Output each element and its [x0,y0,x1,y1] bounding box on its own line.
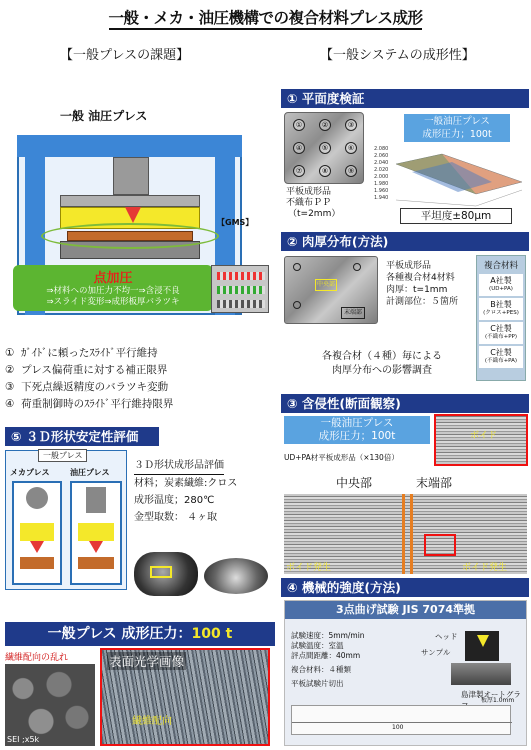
void-highlight [424,534,456,556]
left-column-heading: 【一般プレスの課題】 [60,48,190,63]
press-condition-box: 一般油圧プレス 成形圧力；100t [404,114,510,142]
press-label: 一般 油圧プレス [60,109,148,123]
point-marker: ① [293,119,305,131]
end-section-label: 末端部 [416,476,453,490]
ram-cylinder [113,157,149,195]
press-crown [17,135,242,157]
head-label: ヘッド [435,632,458,641]
specimen-strip [291,705,511,735]
flatness-result: 平坦度±80μm [400,208,512,224]
point-marker: ⑥ [345,142,357,154]
gms-controller [211,265,269,313]
3d-part-photo-2 [204,558,268,594]
s5-desc-title: ３Ｄ形状成形品評価 [134,457,224,475]
section-2-header: ② 肉厚分布(方法) [281,232,529,251]
surface-optical-image [100,648,270,746]
section-3-header: ③ 含侵性(断面観察) [281,394,529,413]
issue-item: ① ｶﾞｲﾄﾞに頼ったｽﾗｲﾄﾞ平行維持 [5,347,158,359]
composite-item: C社製 (不織布+PA) [479,346,523,368]
thickness-scale-label: 板厚1.0mm [481,697,515,704]
section-5-description [134,457,274,526]
test-head-icon [465,631,499,661]
press-comparison [5,450,127,590]
point-pressure-callout [13,265,213,311]
fiber-disorder-label: 繊維配向の乱れ [5,653,69,663]
point-marker: ⑧ [319,165,331,177]
svg-text:2.060: 2.060 [374,153,389,159]
flat-plate-photo [284,112,364,184]
thickness-plate-photo [284,256,378,324]
s5-desc-line: 成形温度；280℃ [134,495,215,506]
cross-section-image [284,494,527,574]
void-label: ボイド [470,431,498,441]
plate-caption: 平板成形品 不織布ＰＰ （t=2mm） [286,187,341,219]
s5-desc-line: 材料；炭素繊維:クロス [134,478,238,489]
mech-press-icon [12,481,62,585]
svg-text:2.020: 2.020 [374,167,389,173]
sem-caption: SEI ;x5k [7,735,40,744]
bending-test-title: 3点曲げ試験 JIS 7074準拠 [285,601,526,619]
center-section-label: 中央部 [336,476,373,490]
bending-test-conditions: 試験速度：5mm/min 試験温度：室温 評点間距離：40mm 複合材料：４種類 平板試験片切出 [291,631,365,688]
section-4-header: ④ 機械的強度(方法) [281,578,529,597]
composite-item: C社製 (不織布+PP) [479,322,523,344]
section-5-header: ⑤ ３Ｄ形状安定性評価 [5,427,159,446]
cross-section-caption: UD+PA材平板成形品（×130倍） [284,453,399,462]
mech-press-label: メカプレス [10,468,50,477]
general-press-pressure-banner: 一般プレス 成形圧力：100 t [5,622,275,646]
svg-text:2.080: 2.080 [374,146,389,152]
svg-text:1.940: 1.940 [374,195,389,201]
fiber-orientation-label: 繊維配向 [132,716,172,727]
sem-image [5,664,95,746]
page-title: 一般・メカ・油圧機構での複合材料プレス成形 [0,6,531,28]
void-closeup-image [434,414,528,466]
point-pressure-label: 点加圧 [93,271,133,286]
gms-label: 【GMS】 [217,218,254,227]
callout-line-2: ⇒スライド変形⇒成形板厚バラツキ [46,297,180,307]
void-occurrence-label-1: ボイド発生 [286,563,332,573]
composite-item: A社製 (UD+PA) [479,274,523,296]
composite-item: B社製 (クロス+PES) [479,298,523,320]
svg-text:2.040: 2.040 [374,160,389,166]
svg-text:2.000: 2.000 [374,174,389,180]
bending-test-panel [284,600,527,746]
callout-line-1: ⇒材料への加圧力不均一⇒含浸不良 [46,286,180,296]
void-occurrence-label-2: ボイド発生 [462,563,508,573]
section-2-description: 平板成形品 各種複合材4材料 肉厚：t=1mm 計測部位：５箇所 [386,261,459,307]
issue-item: ② プレス偏荷重に対する補正限界 [5,364,168,376]
machine-maker-label: 島津製オートグラ [461,690,521,699]
press-diagram [5,95,275,340]
3d-part-photo-1 [134,552,198,596]
sample-label: サンプル [421,648,451,657]
right-column-heading: 【一般システムの成形性】 [320,48,475,63]
ruler-label: 100 [392,724,404,731]
section-2-note: 各複合材（４種）毎による 肉厚分布への影響調査 [322,351,442,376]
y-tick-labels [374,146,388,201]
composite-title: 複合材料 [483,261,518,271]
svg-text:1.960: 1.960 [374,188,389,194]
section-1-header: ① 平面度検証 [281,89,529,108]
impregnation-condition-box: 一般油圧プレス 成形圧力；100t [284,416,430,444]
general-press-tag: 一般プレス [38,449,87,462]
test-fixture-icon [451,663,511,685]
issue-item: ③ 下死点繰返精度のバラツキ変動 [5,381,169,393]
surface-optical-label: 表面光学画像 [109,654,185,669]
hyd-press-icon [70,481,122,585]
s5-desc-line: 金型取数： ４ヶ取 [134,512,218,523]
end-marker: 末端部 [341,307,365,319]
issues-list [5,345,275,413]
point-marker: ⑨ [345,165,357,177]
slide-plate [60,195,200,207]
flatness-3d-chart [372,142,528,208]
svg-text:1.980: 1.980 [374,181,389,187]
composite-material-list [476,255,526,381]
point-marker: ⑦ [293,165,305,177]
center-marker: 中央部 [315,279,337,291]
point-marker: ④ [293,142,305,154]
deflection-ellipse [41,223,219,249]
issue-item: ④ 荷重制御時のｽﾗｲﾄﾞ平行維持限界 [5,398,174,410]
point-marker: ⑤ [319,142,331,154]
force-arrow-icon [125,207,141,223]
hyd-press-label: 油圧プレス [70,468,110,477]
point-marker: ③ [345,119,357,131]
point-marker: ② [319,119,331,131]
